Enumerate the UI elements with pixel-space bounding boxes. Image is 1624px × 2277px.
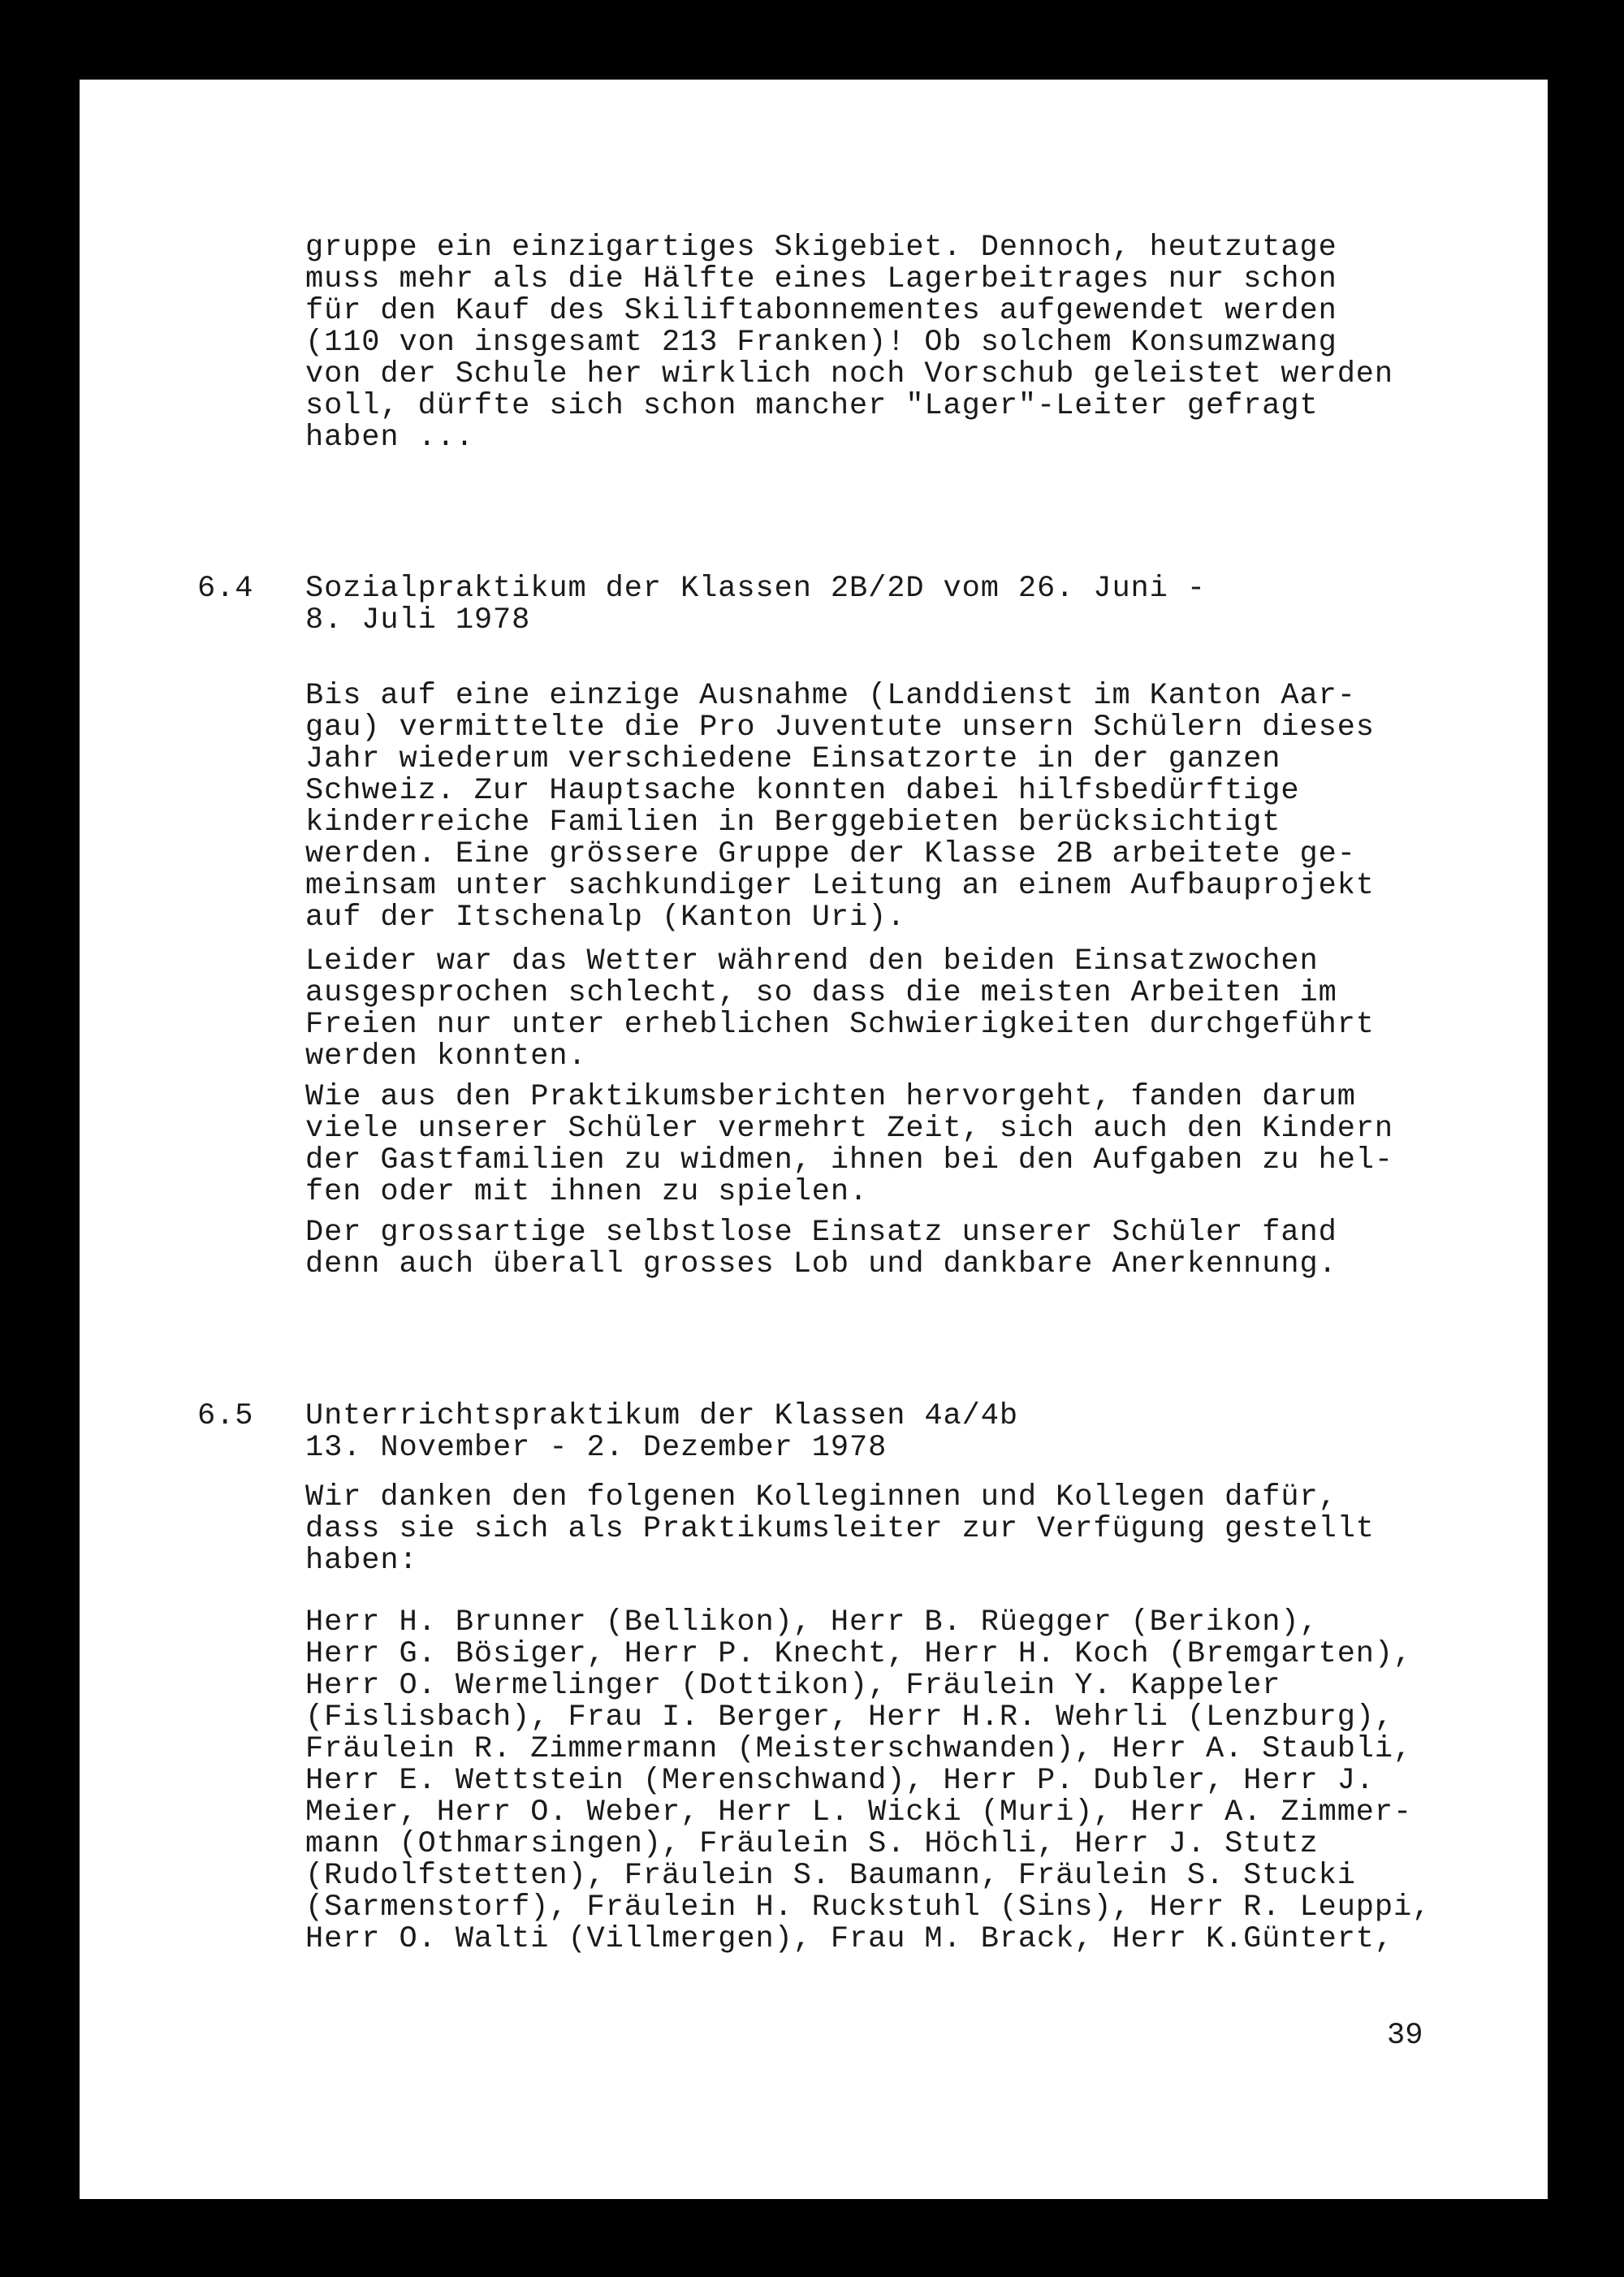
section-heading: 8. Juli 1978 (305, 603, 531, 637)
text-line: auf der Itschenalp (Kanton Uri). (305, 901, 906, 935)
section-number: 6.4 (197, 572, 254, 606)
text-line: der Gastfamilien zu widmen, ihnen bei den Aufgaben zu hel- (305, 1143, 1394, 1177)
document-page (80, 80, 1548, 2199)
page-number: 39 (1387, 2019, 1423, 2053)
section-heading: 13. November - 2. Dezember 1978 (305, 1431, 888, 1465)
text-line: von der Schule her wirklich noch Vorschub geleistet werden (305, 357, 1394, 391)
text-line: Bis auf eine einzige Ausnahme (Landdienst im Kanton Aar- (305, 679, 1356, 713)
text-line: viele unserer Schüler vermehrt Zeit, sich auch den Kindern (305, 1112, 1394, 1146)
text-line: haben ... (305, 421, 474, 455)
text-line: fen oder mit ihnen zu spielen. (305, 1175, 869, 1209)
section-number: 6.5 (197, 1399, 254, 1433)
text-line: Jahr wiederum verschiedene Einsatzorte in der ganzen (305, 742, 1281, 776)
text-line: werden. Eine grössere Gruppe der Klasse 2B arbeitete ge- (305, 837, 1356, 871)
text-line: Wie aus den Praktikumsberichten hervorgeht, fanden darum (305, 1080, 1356, 1114)
text-line: Meier, Herr O. Weber, Herr L. Wicki (Muri), Herr A. Zimmer- (305, 1795, 1413, 1830)
text-line: denn auch überall grosses Lob und dankbare Anerkennung. (305, 1247, 1337, 1281)
text-line: (Sarmenstorf), Fräulein H. Ruckstuhl (Sins), Herr R. Leuppi, (305, 1890, 1432, 1925)
text-line: dass sie sich als Praktikumsleiter zur Verfügung gestellt (305, 1512, 1375, 1546)
text-line: werden konnten. (305, 1039, 587, 1074)
text-line: haben: (305, 1544, 418, 1578)
text-line: Herr O. Walti (Villmergen), Frau M. Brack, Herr K.Güntert, (305, 1922, 1394, 1956)
text-line: Herr H. Brunner (Bellikon), Herr B. Rüegger (Berikon), (305, 1605, 1319, 1640)
text-line: Wir danken den folgenen Kolleginnen und Kollegen dafür, (305, 1480, 1337, 1514)
text-line: Der grossartige selbstlose Einsatz unserer Schüler fand (305, 1216, 1337, 1250)
text-line: (110 von insgesamt 213 Franken)! Ob solchem Konsumzwang (305, 326, 1337, 360)
text-line: für den Kauf des Skiliftabonnementes aufgewendet werden (305, 294, 1337, 328)
text-line: Herr E. Wettstein (Merenschwand), Herr P. Dubler, Herr J. (305, 1764, 1375, 1798)
section-heading: Unterrichtspraktikum der Klassen 4a/4b (305, 1399, 1018, 1433)
text-line: kinderreiche Familien in Berggebieten berücksichtigt (305, 806, 1281, 840)
text-line: soll, dürfte sich schon mancher "Lager"-Leiter gefragt (305, 389, 1319, 423)
text-line: Herr G. Bösiger, Herr P. Knecht, Herr H. Koch (Bremgarten), (305, 1637, 1413, 1671)
text-line: meinsam unter sachkundiger Leitung an einem Aufbauprojekt (305, 869, 1375, 903)
section-heading: Sozialpraktikum der Klassen 2B/2D vom 26. Juni - (305, 572, 1206, 606)
text-line: ausgesprochen schlecht, so dass die meisten Arbeiten im (305, 976, 1337, 1010)
text-line: Leider war das Wetter während den beiden Einsatzwochen (305, 944, 1319, 979)
text-line: Fräulein R. Zimmermann (Meisterschwanden), Herr A. Staubli, (305, 1732, 1413, 1766)
text-line: muss mehr als die Hälfte eines Lagerbeitrages nur schon (305, 262, 1337, 296)
text-line: (Fislisbach), Frau I. Berger, Herr H.R. Wehrli (Lenzburg), (305, 1700, 1394, 1735)
text-line: (Rudolfstetten), Fräulein S. Baumann, Fräulein S. Stucki (305, 1859, 1356, 1893)
text-line: gau) vermittelte die Pro Juventute unsern Schülern dieses (305, 711, 1375, 745)
text-line: Herr O. Wermelinger (Dottikon), Fräulein Y. Kappeler (305, 1669, 1281, 1703)
text-line: Schweiz. Zur Hauptsache konnten dabei hilfsbedürftige (305, 774, 1300, 808)
text-line: mann (Othmarsingen), Fräulein S. Höchli, Herr J. Stutz (305, 1827, 1319, 1861)
text-line: Freien nur unter erheblichen Schwierigkeiten durchgeführt (305, 1008, 1375, 1042)
text-line: gruppe ein einzigartiges Skigebiet. Dennoch, heutzutage (305, 231, 1337, 265)
